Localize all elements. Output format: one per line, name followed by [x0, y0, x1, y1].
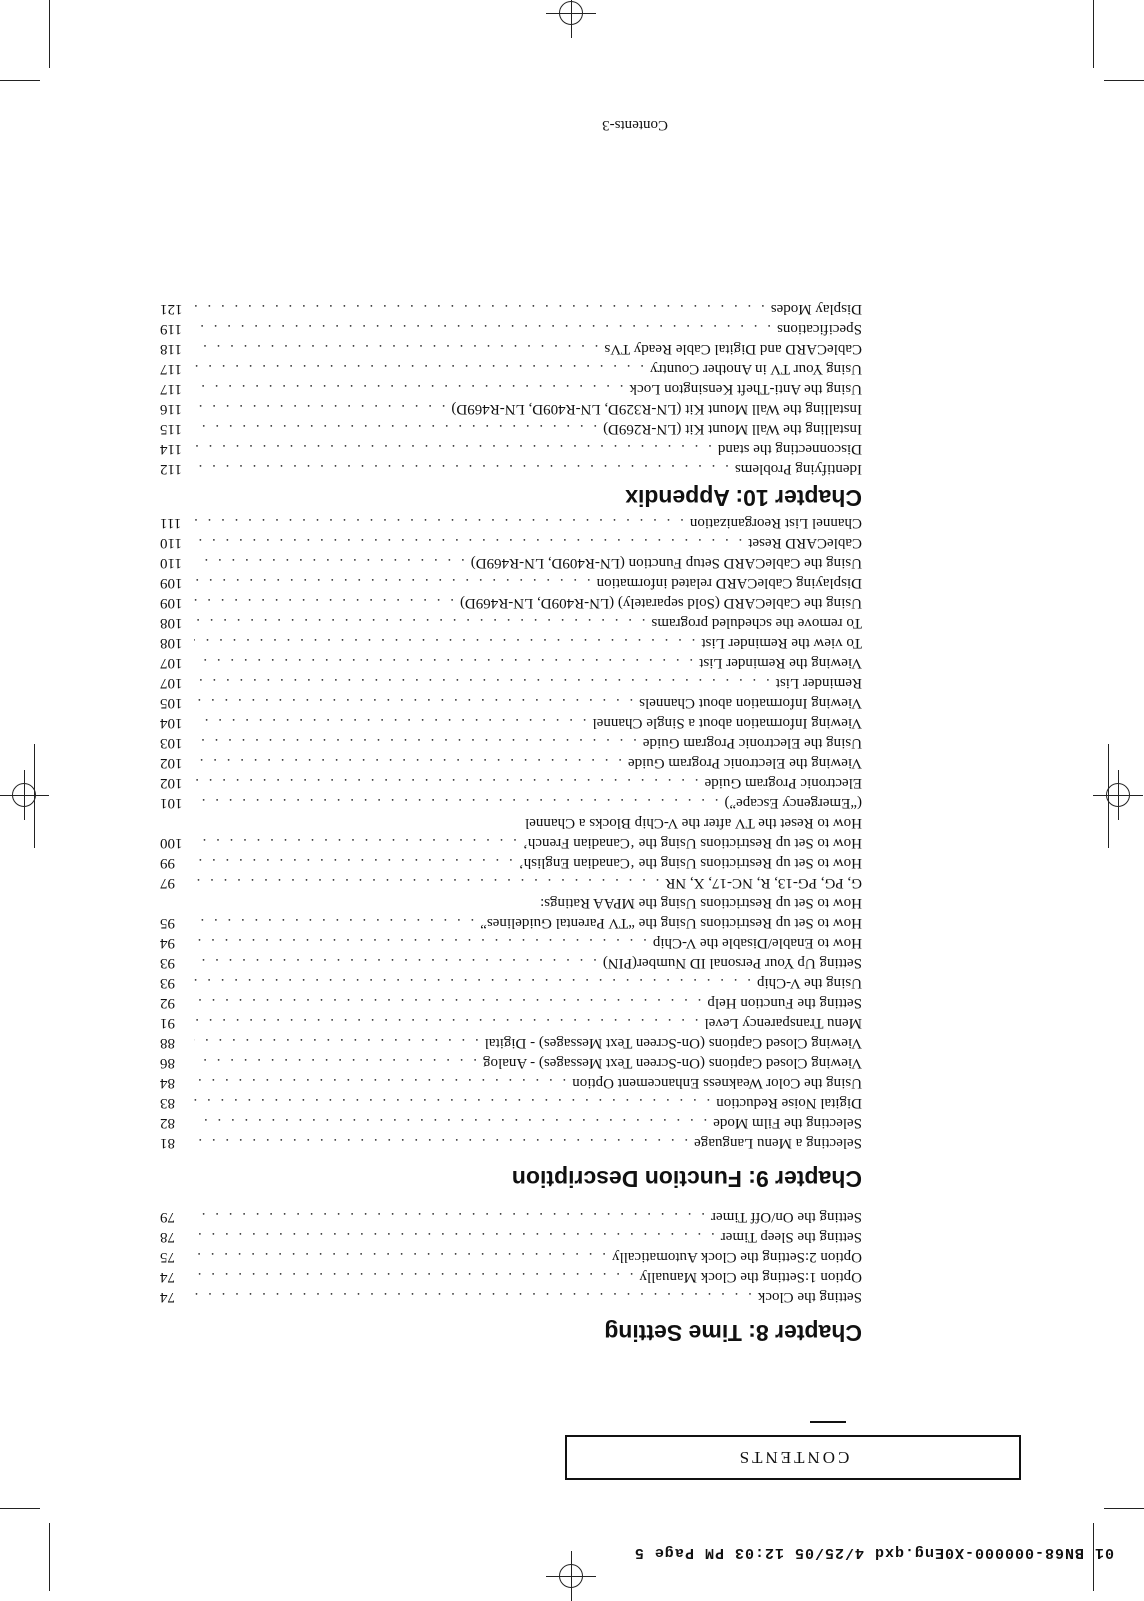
toc-entry-title: Disconnecting the stand [717, 441, 862, 457]
toc-entry-title: Menu Transparency Level [704, 1015, 862, 1031]
toc-entry-title: Setting the On/Off Timer [711, 1209, 862, 1225]
toc-entry-page: 107 [160, 655, 183, 671]
toc-entry-page: 102 [160, 775, 183, 791]
toc-entry [160, 773, 862, 793]
toc-entry-title: Viewing Information about Channels [639, 695, 862, 711]
toc-entry-title: Using the Electronic Program Guide [642, 735, 862, 751]
crop-mark [1104, 1508, 1144, 1509]
toc-entry [160, 933, 862, 953]
toc-entry-page: 118 [160, 341, 182, 357]
toc-entry-title: Using the CableCARD Setup Function (LN-R409D, LN-R469D) [470, 555, 862, 571]
toc-entry-title: Viewing Closed Captions (On-Screen Text Messages) - Analog [483, 1055, 862, 1071]
toc-entry [160, 673, 862, 693]
toc-entry-page: 115 [160, 421, 182, 437]
chapter-heading: Chapter 9: Function Description [511, 1166, 862, 1192]
toc-entry-title: To view the Reminder List [701, 635, 862, 651]
header-rule [810, 1421, 846, 1423]
toc-entry-page: 108 [160, 635, 183, 651]
toc-entry-title: Display Modes [770, 301, 862, 317]
toc-entry [160, 1267, 862, 1287]
toc-entry-page: 83 [160, 1095, 175, 1111]
toc-entry [160, 1053, 862, 1073]
toc-entry-page: 86 [160, 1055, 175, 1071]
toc-entry-page: 81 [160, 1135, 175, 1151]
toc-entry-page: 111 [160, 515, 182, 531]
toc-entry-title: Viewing the Electronic Program Guide [627, 755, 862, 771]
chapter-heading: Chapter 8: Time Setting [604, 1320, 862, 1346]
toc-entry-title: Electronic Program Guide [704, 775, 862, 791]
toc-entry-title: Installing the Wall Mount Kit (LN-R269D) [603, 421, 862, 437]
toc-entry-page: 94 [160, 935, 175, 951]
toc-entry-title: Displaying CableCARD related information [596, 575, 862, 591]
print-slug: 01 BN68-000000-X0Eng.qxd 4/25/05 12:03 PM Page 5 [633, 1544, 1114, 1561]
toc-entry-page: 112 [160, 461, 182, 477]
registration-mark-icon [559, 1, 583, 25]
toc-entry [160, 853, 862, 873]
toc-entry-title: How to Reset the TV after the V-Chip Blocks a Channel [525, 815, 862, 831]
toc-entry [160, 379, 862, 399]
toc-entry-title: How to Set up Restrictions Using the MPAA Ratings: [540, 895, 862, 911]
page-footer: Contents-3 [602, 117, 668, 133]
toc-entry-title: Setting the Sleep Timer [720, 1229, 862, 1245]
toc-entry-page: 104 [160, 715, 183, 731]
toc-entry-title: Viewing Closed Captions (On-Screen Text Messages) - Digital [484, 1035, 862, 1051]
toc-entry-title: Selecting a Menu Language [694, 1135, 862, 1151]
toc-entry-page: 74 [160, 1269, 175, 1285]
toc-entry-title: How to Set up Restrictions Using the ‘Canadian French’ [522, 835, 862, 851]
toc-entry-title: How to Enable/Disable the V-Chip [652, 935, 862, 951]
toc-entry [160, 1093, 862, 1113]
toc-entry [160, 653, 862, 673]
toc-entry-page: 108 [160, 615, 183, 631]
crop-mark [0, 80, 40, 81]
toc-entry-page: 91 [160, 1015, 175, 1031]
toc-entry-page: 103 [160, 735, 183, 751]
toc-entry-title: Reminder List [775, 675, 862, 691]
toc-entry-page: 107 [160, 675, 183, 691]
toc-entry-page: 93 [160, 975, 175, 991]
toc-entry-page: 117 [160, 381, 182, 397]
toc-entry-page: 92 [160, 995, 175, 1011]
toc-entry [160, 533, 862, 553]
toc-entry [160, 593, 862, 613]
crop-mark [34, 744, 35, 848]
toc-entry-page: 110 [160, 555, 182, 571]
toc-entry [160, 459, 862, 479]
toc-entry [160, 1113, 862, 1133]
toc-entry [160, 419, 862, 439]
toc-entry-page: 102 [160, 755, 183, 771]
crop-mark [0, 1508, 40, 1509]
toc-entry [160, 339, 862, 359]
toc-entry-page: 78 [160, 1229, 175, 1245]
toc-entry-page: 95 [160, 915, 175, 931]
toc-entry [160, 399, 862, 419]
toc-entry-title: Setting the Clock [757, 1289, 862, 1305]
crop-mark [1108, 744, 1109, 848]
toc-entry-title: Viewing the Reminder List [699, 655, 862, 671]
toc-entry-title: Digital Noise Reduction [716, 1095, 862, 1111]
toc-entry [160, 1227, 862, 1247]
toc-entry-page: 117 [160, 361, 182, 377]
chapter-heading: Chapter 10: Appendix [625, 485, 862, 511]
toc-entry [160, 1073, 862, 1093]
toc-entry [160, 439, 862, 459]
toc-entry-title: Channel List Reorganization [689, 515, 862, 531]
toc-entry [160, 613, 862, 633]
toc-entry [160, 973, 862, 993]
toc-entry [160, 1013, 862, 1033]
toc-entry [160, 693, 862, 713]
toc-entry [160, 573, 862, 593]
toc-entry-title: Option 2:Setting the Clock Automatically [612, 1249, 862, 1265]
toc-entry [160, 1207, 862, 1227]
toc-entry-title: CableCARD and Digital Cable Ready TVs [604, 341, 862, 357]
toc-entry [160, 953, 862, 973]
toc-entry [160, 713, 862, 733]
toc-entry [160, 873, 862, 893]
toc-entry-page: 116 [160, 401, 182, 417]
toc-entry-page: 75 [160, 1249, 175, 1265]
toc-entry-title: Using the Color Weakness Enhancement Option [572, 1075, 862, 1091]
toc-entry [160, 813, 862, 833]
toc-entry [160, 1247, 862, 1267]
toc-entry-title: Using the V-Chip [756, 975, 862, 991]
toc-entry [160, 753, 862, 773]
toc-entry-page: 109 [160, 575, 183, 591]
toc-entry [160, 793, 862, 813]
toc-entry-title: How to Set up Restrictions Using the “TV Parental Guidelines” [480, 915, 862, 931]
registration-mark-icon [12, 783, 36, 807]
toc-entry-title: To remove the scheduled programs [651, 615, 862, 631]
toc-entry-title: Specifications [777, 321, 862, 337]
toc-entry-page: 110 [160, 535, 182, 551]
toc-entry [160, 553, 862, 573]
toc-entry [160, 893, 862, 913]
toc-entry-title: Using the CableCARD (Sold separately) (LN-R409D, LN-R469D) [459, 595, 862, 611]
contents-header-box [565, 1435, 1021, 1480]
toc-entry-page: 74 [160, 1289, 175, 1305]
toc-entry [160, 633, 862, 653]
toc-entry-title: Option 1:Setting the Clock Manually [639, 1269, 862, 1285]
toc-entry-title: Viewing Information about a Single Channel [592, 715, 862, 731]
toc-entry [160, 733, 862, 753]
toc-entry-title: Selecting the Film Mode [713, 1115, 862, 1131]
toc-entry-title: CableCARD Reset [748, 535, 862, 551]
toc-entry-title: Using Your TV in Another Country [650, 361, 862, 377]
toc-entry-title: G, PG, PG-13, R, NC-17, X, NR [665, 875, 862, 891]
crop-mark [1093, 0, 1094, 68]
toc-entry-title: Setting Up Your Personal ID Number(PIN) [602, 955, 862, 971]
toc-entry [160, 1033, 862, 1053]
toc-entry [160, 993, 862, 1013]
toc-entry-page: 99 [160, 855, 175, 871]
toc-entry [160, 1287, 862, 1307]
toc-entry-page: 119 [160, 321, 182, 337]
toc-entry [160, 913, 862, 933]
toc-entry-page: 105 [160, 695, 183, 711]
toc-entry [160, 359, 862, 379]
toc-entry-page: 100 [160, 835, 183, 851]
toc-entry-page: 109 [160, 595, 183, 611]
toc-entry [160, 319, 862, 339]
toc-entry-page: 97 [160, 875, 175, 891]
registration-mark-icon [559, 1564, 583, 1588]
contents-header-label: CONTENTS [736, 1448, 850, 1468]
toc-entry-page: 93 [160, 955, 175, 971]
toc-entry-title: Identifying Problems [734, 461, 862, 477]
toc-entry-page: 82 [160, 1115, 175, 1131]
toc-entry-title: Using the Anti-Theft Kensington Lock [629, 381, 862, 397]
toc-entry-page: 88 [160, 1035, 175, 1051]
toc-entry-title: (“Emergency Escape”) [724, 795, 862, 811]
toc-entry-title: How to Set up Restrictions Using the ‘Canadian English’ [518, 855, 862, 871]
registration-mark-icon [1106, 783, 1130, 807]
crop-mark [49, 0, 50, 68]
toc-entry [160, 1133, 862, 1153]
toc-entry-page: 79 [160, 1209, 175, 1225]
toc-entry [160, 299, 862, 319]
toc-entry-page: 84 [160, 1075, 175, 1091]
toc-entry-page: 101 [160, 795, 183, 811]
toc-entry-title: Installing the Wall Mount Kit (LN-R329D, LN-R409D, LN-R469D) [451, 401, 862, 417]
crop-mark [1104, 80, 1144, 81]
toc-entry [160, 513, 862, 533]
toc-entry-page: 114 [160, 441, 182, 457]
toc-entry [160, 833, 862, 853]
crop-mark [49, 1523, 50, 1591]
toc-entry-title: Setting the Function Help [707, 995, 862, 1011]
toc-entry-page: 121 [160, 301, 183, 317]
